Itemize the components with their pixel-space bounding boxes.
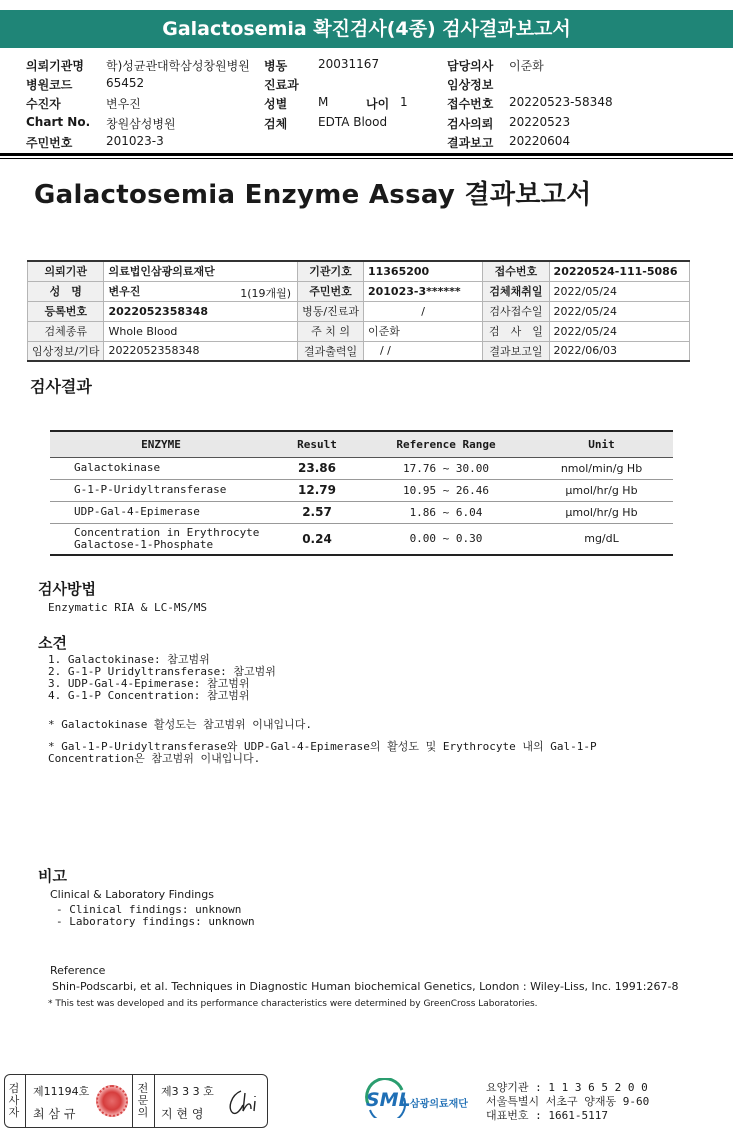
note-1: * Galactokinase 활성도는 참고범위 이내입니다. <box>48 718 312 731</box>
column-header: ENZYME <box>50 431 272 457</box>
unit: μmol/hr/g Hb <box>530 479 673 501</box>
doctor-label: 담당의사 <box>447 59 494 73</box>
doctor-value: 이준화 <box>509 59 544 73</box>
table-row <box>28 341 690 361</box>
divider <box>0 158 733 159</box>
table-cell: 11365200 <box>363 261 482 281</box>
table-cell: 이준화 <box>363 321 482 341</box>
signature-icon <box>223 1087 263 1119</box>
findings-heading: 소견 <box>38 634 67 652</box>
list-item: - Clinical findings: unknown <box>56 903 242 916</box>
clinical-label: 임상정보 <box>447 78 494 92</box>
inspector-label <box>7 1083 21 1119</box>
sex-value: M <box>318 95 329 109</box>
receipt-no-label: 접수번호 <box>447 97 494 111</box>
label-char: 문 <box>137 1094 149 1107</box>
table-cell: 결과보고일 <box>483 341 549 361</box>
patient-name: 변우진 <box>108 285 141 298</box>
table-row <box>28 301 690 321</box>
sml-logo-text: SML <box>366 1089 411 1111</box>
table-cell: 기관기호 <box>298 261 364 281</box>
reference-range: 17.76 ~ 30.00 <box>362 457 530 479</box>
specialist-license: 제3 3 3 호 <box>161 1085 214 1098</box>
enzyme-name-line2: Galactose-1-Phosphate <box>74 537 214 551</box>
result-value: 23.86 <box>272 457 362 479</box>
table-cell: 201023-3****** <box>363 281 482 301</box>
dept-label: 진료과 <box>264 78 299 92</box>
report-title: Galactosemia Enzyme Assay 결과보고서 <box>34 180 592 210</box>
report-banner: Galactosemia 확진검사(4종) 검사결과보고서 <box>0 10 733 48</box>
enzyme-name: UDP-Gal-4-Epimerase <box>50 501 272 523</box>
table-cell: 2022052358348 <box>104 301 298 321</box>
patient-info-table <box>27 260 690 362</box>
table-cell: 2022/06/03 <box>549 341 689 361</box>
result-value: 2.57 <box>272 501 362 523</box>
unit: μmol/hr/g Hb <box>530 501 673 523</box>
rrn-label: 주민번호 <box>26 136 73 150</box>
list-item: 4. G-1-P Concentration: 참고범위 <box>48 689 250 702</box>
table-cell: 병동/진료과 <box>298 301 364 321</box>
footer-line: 서울특별시 서초구 양재동 9-60 <box>486 1095 650 1108</box>
note-2 <box>48 741 597 765</box>
table-cell: / <box>363 301 482 321</box>
enzyme-name: G-1-P-Uridyltransferase <box>50 479 272 501</box>
req-inst-value: 학)성균관대학삼성창원병원 <box>106 59 250 73</box>
findings-list <box>48 654 276 702</box>
inspector-name: 최 삼 규 <box>33 1107 76 1121</box>
receiver-label: 수진자 <box>26 97 61 111</box>
request-value: 20220523 <box>509 115 571 129</box>
list-item: 2. G-1-P Uridyltransferase: 참고범위 <box>48 665 276 678</box>
request-label: 검사의뢰 <box>447 117 494 131</box>
result-value: 12.79 <box>272 479 362 501</box>
remarks-list <box>56 904 255 928</box>
reference-note: * This test was developed and its performance characteristics were determined by GreenCross Laboratories. <box>48 999 538 1009</box>
label-char: 의 <box>137 1106 149 1119</box>
table-cell: / / <box>363 341 482 361</box>
unit: nmol/min/g Hb <box>530 457 673 479</box>
receiver-value: 변우진 <box>106 97 141 111</box>
table-cell: 등록번호 <box>28 301 104 321</box>
seal-icon <box>96 1085 128 1117</box>
list-item: 3. UDP-Gal-4-Epimerase: 참고범위 <box>48 677 250 690</box>
reference-text: Shin-Podscarbi, et al. Techniques in Diagnostic Human biochemical Genetics, London : Wiley-Liss, Inc. 1991:267-8 <box>52 980 679 993</box>
divider <box>0 153 733 156</box>
specialist-label <box>136 1083 150 1119</box>
table-row <box>50 479 673 501</box>
label-char: 사 <box>8 1094 20 1107</box>
reference-range: 1.86 ~ 6.04 <box>362 501 530 523</box>
table-cell: 검체종류 <box>28 321 104 341</box>
table-row <box>28 321 690 341</box>
table-cell: 성 명 <box>28 281 104 301</box>
enzyme-name: Galactokinase <box>50 457 272 479</box>
reference-range: 0.00 ~ 0.30 <box>362 523 530 555</box>
table-row <box>50 523 673 555</box>
sml-logo-subtitle: 삼광의료재단 <box>410 1099 468 1110</box>
chart-value: 창원삼성병원 <box>106 117 176 131</box>
patient-age: 1(19개월) <box>240 286 292 300</box>
table-cell: 2022/05/24 <box>549 301 689 321</box>
reference-range: 10.95 ~ 26.46 <box>362 479 530 501</box>
note-2-line1: * Gal-1-P-Uridyltransferase와 UDP-Gal-4-Epimerase의 활성도 및 Erythrocyte 내의 Gal-1-P <box>48 740 597 753</box>
table-cell: 주 치 의 <box>298 321 364 341</box>
table-row <box>50 501 673 523</box>
table-cell: 2022/05/24 <box>549 321 689 341</box>
age-label: 나이 <box>366 97 390 111</box>
footer-line: 대표번호 : 1661-5117 <box>486 1109 608 1122</box>
rrn-value: 201023-3 <box>106 134 164 148</box>
list-item: - Laboratory findings: unknown <box>56 915 255 928</box>
footer-info <box>486 1081 649 1123</box>
enzyme-name <box>50 523 272 555</box>
table-cell: 의료법인삼광의료재단 <box>104 261 298 281</box>
table-cell: 결과출력일 <box>298 341 364 361</box>
inspector-license: 제11194호 <box>33 1085 90 1098</box>
table-cell: 검체채취일 <box>483 281 549 301</box>
table-cell: 검사접수일 <box>483 301 549 321</box>
specimen-value: EDTA Blood <box>318 115 388 129</box>
enzyme-name-line1: Concentration in Erythrocyte <box>74 525 260 539</box>
method-heading: 검사방법 <box>38 580 96 598</box>
table-cell: 접수번호 <box>483 261 549 281</box>
note-2-line2: Concentration은 참고범위 이내입니다. <box>48 752 261 765</box>
method-text: Enzymatic RIA & LC-MS/MS <box>48 601 207 614</box>
results-heading: 검사결과 <box>30 377 92 396</box>
table-header-row <box>50 431 673 457</box>
table-cell: 의뢰기관 <box>28 261 104 281</box>
hosp-code-label: 병원코드 <box>26 78 73 92</box>
divider <box>154 1075 155 1127</box>
remarks-heading: 비고 <box>38 867 67 885</box>
label-char: 자 <box>8 1106 20 1119</box>
remarks-title: Clinical & Laboratory Findings <box>50 888 214 901</box>
report-label: 결과보고 <box>447 136 494 150</box>
table-cell <box>104 281 298 301</box>
table-cell: 임상정보/기타 <box>28 341 104 361</box>
table-cell: 검 사 일 <box>483 321 549 341</box>
column-header: Unit <box>530 431 673 457</box>
report-value: 20220604 <box>509 134 571 148</box>
label-char: 검 <box>8 1082 20 1095</box>
ward-value: 20031167 <box>318 57 380 71</box>
age-value: 1 <box>400 95 408 109</box>
label-char: 전 <box>137 1082 149 1095</box>
table-cell: 2022/05/24 <box>549 281 689 301</box>
table-row <box>28 281 690 301</box>
column-header: Result <box>272 431 362 457</box>
table-row <box>28 261 690 281</box>
table-cell: 2022052358348 <box>104 341 298 361</box>
specimen-label: 검체 <box>264 117 288 131</box>
table-cell: Whole Blood <box>104 321 298 341</box>
reference-heading: Reference <box>50 964 106 977</box>
receipt-no-value: 20220523-58348 <box>509 95 613 109</box>
divider <box>25 1075 26 1127</box>
chart-label: Chart No. <box>26 115 91 129</box>
signature-box <box>4 1074 268 1128</box>
results-table <box>50 430 673 556</box>
divider <box>132 1075 133 1127</box>
req-inst-label: 의뢰기관명 <box>26 59 84 73</box>
column-header: Reference Range <box>362 431 530 457</box>
hosp-code-value: 65452 <box>106 76 145 90</box>
table-row <box>50 457 673 479</box>
specialist-name: 지 현 영 <box>161 1107 204 1121</box>
table-cell: 주민번호 <box>298 281 364 301</box>
unit: mg/dL <box>530 523 673 555</box>
sex-label: 성별 <box>264 97 288 111</box>
result-value: 0.24 <box>272 523 362 555</box>
footer-line: 요양기관 : 1 1 3 6 5 2 0 0 <box>486 1081 648 1094</box>
list-item: 1. Galactokinase: 참고범위 <box>48 653 210 666</box>
ward-label: 병동 <box>264 59 288 73</box>
table-cell: 20220524-111-5086 <box>549 261 689 281</box>
